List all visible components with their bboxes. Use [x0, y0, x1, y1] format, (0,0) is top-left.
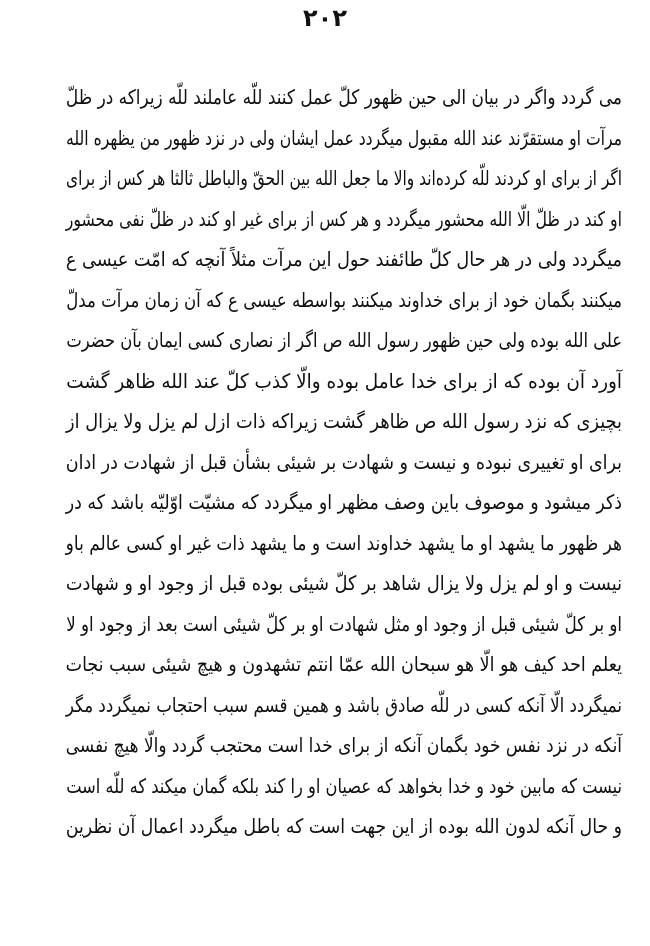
text-line: نميگردد الّا آنكه كسى در للّه صادق باشد و همين قسم سبب احتجاب نميگردد مگر	[65, 692, 622, 717]
text-line: آنكه در نزد نفس خود بگمان آنكه از براى خدا است محتجب گردد والّا هيچ نفسى	[65, 733, 622, 757]
page-number: ٢٠٢	[303, 4, 347, 32]
text-line: ميگردد ولى در هر حال كلّ طائفند حول اين مرآت مثلاً آنچه كه امّت عيسى ع	[65, 247, 623, 271]
text-line: او كند در ظلّ الّا الله محشور ميگردد و هر كس از براى غير او كند در ظلّ نفى محشور	[65, 206, 622, 231]
text-line: اگر از براى او كردند للّه كرده‌اند والا ما جعل الله بين الحقّ والباطل ثالثا هر كس از براى	[66, 166, 623, 190]
text-line: براى او تغييرى نبوده و نيست و شهادت بر شيئى بشأن قبل از شهادت در ادان	[65, 449, 622, 474]
text-line: و حال آنكه لدون الله بوده از اين جهت است كه باطل ميگردد اعمال آن نظرين	[65, 814, 622, 838]
text-line: ذكر ميشود و موصوف باين وصف مظهر او ميگردد كه مشيّت اوّليّه باشد كه در	[65, 490, 623, 514]
text-line: نيست كه مابين خود و خدا بخواهد كه عصيان او را كند بلكه گمان ميكند كه للّه است	[66, 773, 623, 798]
text-line: يعلم احد كيف هو الّا هو سبحان الله عمّا انتم تشهدون و هيچ شيئى سبب نجات	[65, 652, 623, 676]
text-line: هر ظهور ما يشهد او ما يشهد خداوند است و ما يشهد ذات غير او كسى عالم باو	[65, 530, 623, 555]
text-line: على الله بوده ولى حين ظهور رسول الله ص اگر از نصارى كسى ايمان بآن حضرت	[66, 328, 623, 352]
text-line: مى گردد واگر در بيان الى حين ظهور كلّ عمل كنند للّه عاملند للّه زيراكه در ظلّ	[65, 85, 622, 109]
text-line: او بر كلّ شيئى قبل از وجود او مثل شهادت او بر كلّ شيئى است بعد از وجود او لا	[66, 611, 622, 636]
text-line: نيست و او لم يزل ولا يزال شاهد بر كلّ شيئى بوده قبل از وجود او و شهادت	[65, 571, 623, 595]
text-line: بچيزى كه نزد رسول الله ص ظاهر گشت زيراكه ذات ازل لم يزل ولا يزال از	[66, 409, 623, 433]
text-line: آورد آن بوده كه از براى خدا عامل بوده والّا كذب كلّ عند الله ظاهر گشت	[66, 368, 623, 393]
text-line: مرآت او مستقرّند عند الله مقبول ميگردد عمل ايشان ولى در نزد ظهور من يظهره الله	[66, 125, 622, 150]
text-line: ميكنند بگمان خود از براى خداوند ميكنند بواسطه عيسى ع كه آن زمان مرآت مدلّ	[66, 287, 623, 312]
